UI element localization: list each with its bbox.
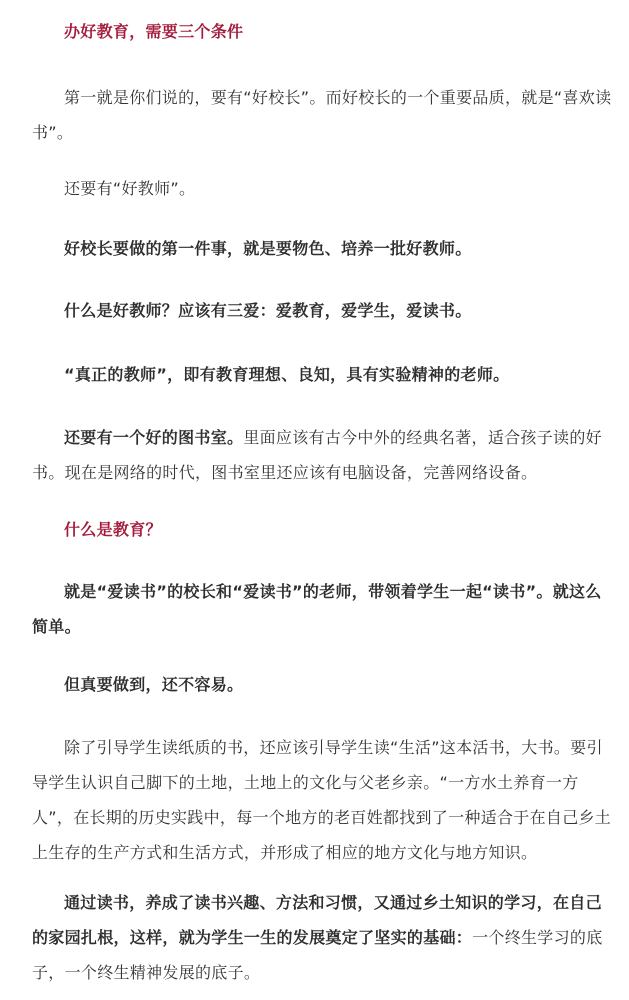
- paragraph-foundation: [32, 885, 614, 990]
- paragraph-library: [32, 420, 614, 490]
- paragraph-true-teacher: “真正的教师”，即有教育理想、良知，具有实验精神的老师。: [64, 365, 510, 384]
- paragraph-principal-first-task: 好校长要做的第一件事，就是要物色、培养一批好教师。: [64, 239, 472, 258]
- paragraph-foundation-rest: 一个终生学习的底子，一个终生精神发展的底子。: [32, 928, 603, 982]
- paragraph-library-lead: 还要有一个好的图书室。: [64, 428, 244, 447]
- paragraph-not-easy: 但真要做到，还不容易。: [64, 675, 244, 694]
- paragraph-foundation-lead: 通过读书，养成了读书兴趣、方法和习惯，又通过乡土知识的学习，在自己的家园扎根，这样，就为学生一生的发展奠定了坚实的基础：: [32, 893, 602, 947]
- paragraph-what-is-good-teacher: 什么是好教师？应该有三爱：爱教育，爱学生，爱读书。: [64, 301, 472, 320]
- paragraph-good-principal: 第一就是你们说的，要有“好校长”。而好校长的一个重要品质，就是“喜欢读书”。: [32, 88, 612, 142]
- section-heading-three-conditions: 办好教育，需要三个条件: [64, 22, 244, 41]
- paragraph-education-definition: 就是“爱读书”的校长和“爱读书”的老师，带领着学生一起“读书”。就这么简单。: [32, 582, 602, 636]
- section-heading-what-is-education: 什么是教育？: [64, 520, 162, 539]
- paragraph-read-life: 除了引导学生读纸质的书，还应该引导学生读“生活”这本活书，大书。要引导学生认识自己脚下的土地，土地上的文化与父老乡亲。“一方水土养育一方人”，在长期的历史实践中，每一个地方的老百姓都找到了一种适合于在自己乡土上生存的生产方式和生活方式，并形成了相应的地方文化与地方知识。: [32, 738, 612, 862]
- paragraph-good-teacher: 还要有“好教师”。: [64, 179, 196, 198]
- paragraph-library-rest: 里面应该有古今中外的经典名著，适合孩子读的好书。现在是网络的时代，图书室里还应该有电脑设备，完善网络设备。: [32, 428, 602, 482]
